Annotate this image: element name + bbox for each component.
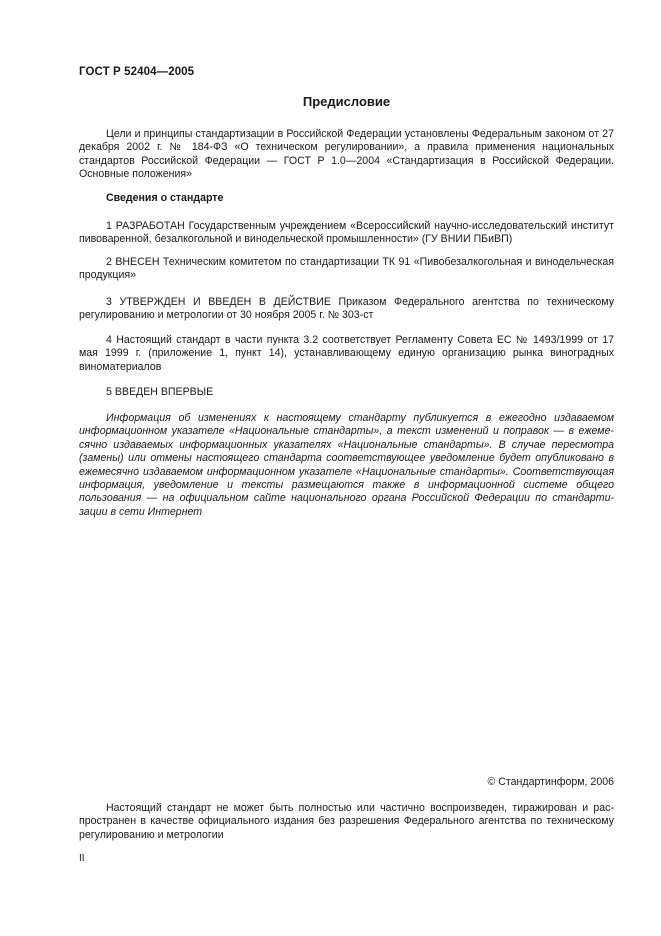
standard-info-heading: Сведения о стандарте bbox=[106, 192, 224, 204]
copyright-notice: © Стандартинформ, 2006 bbox=[487, 776, 614, 788]
amendment-notice: Информация об изменениях к настоящему стандарту публикуется в ежегодно издаваемом информационном указателе «Национальные стандарты», а текст изменений и поправок — в ежемесячно издаваемых информационных указателях «Национальные стандарты». В случае пересмотра (замены) или отмены настоящего стандарта соответствующее уведомление будет опубликовано в ежемесячно издаваемом информационном указателе «Национальные стандарты». Соответствующая информация, уведомление и тексты размещаются также в информационной системе общего пользования — на официальном сайте национального органа Российской Федерации по стандартизации в сети Интернет bbox=[79, 412, 614, 518]
page-number: II bbox=[79, 853, 85, 864]
info-item-approved: 3 УТВЕРЖДЕН И ВВЕДЕН В ДЕЙСТВИЕ Приказом Федерального агентства по техническому регулированию и метрологии от 30 ноября 2005 г. № 303-ст bbox=[79, 296, 614, 322]
page-title: Предисловие bbox=[302, 94, 391, 109]
document-code: ГОСТ Р 52404—2005 bbox=[79, 66, 195, 78]
info-item-developed: 1 РАЗРАБОТАН Государственным учреждением «Всероссийский научно-исследовательский институт пивоваренной, безалкогольной и винодельческой промышленности» (ГУ ВНИИ ПБиВП) bbox=[79, 220, 614, 246]
reproduction-notice: Настоящий стандарт не может быть полностью или частично воспроизведен, тиражирован и распространен в качестве официального издания без разрешения Федерального агентства по техническому регулированию и метрологии bbox=[79, 802, 614, 841]
preface-intro: Цели и принципы стандартизации в Российской Федерации установлены Федеральным законом от 27 декабря 2002 г. № 184-ФЗ «О техническом регулировании», а правила применения национальных стандартов Российской Федерации — ГОСТ Р 1.0—2004 «Стандартизация в Российской Федерации. Основные положения» bbox=[79, 128, 614, 181]
info-item-submitted: 2 ВНЕСЕН Техническим комитетом по стандартизации ТК 91 «Пивобезалкогольная и винодельческая продукция» bbox=[79, 256, 614, 282]
info-item-compliance: 4 Настоящий стандарт в части пункта 3.2 соответствует Регламенту Совета ЕС № 1493/1999 от 17 мая 1999 г. (приложение 1, пункт 14), устанавливающему единую организацию рынка виноградных виноматериалов bbox=[79, 334, 614, 373]
info-item-first-introduced: 5 ВВЕДЕН ВПЕРВЫЕ bbox=[106, 386, 214, 398]
